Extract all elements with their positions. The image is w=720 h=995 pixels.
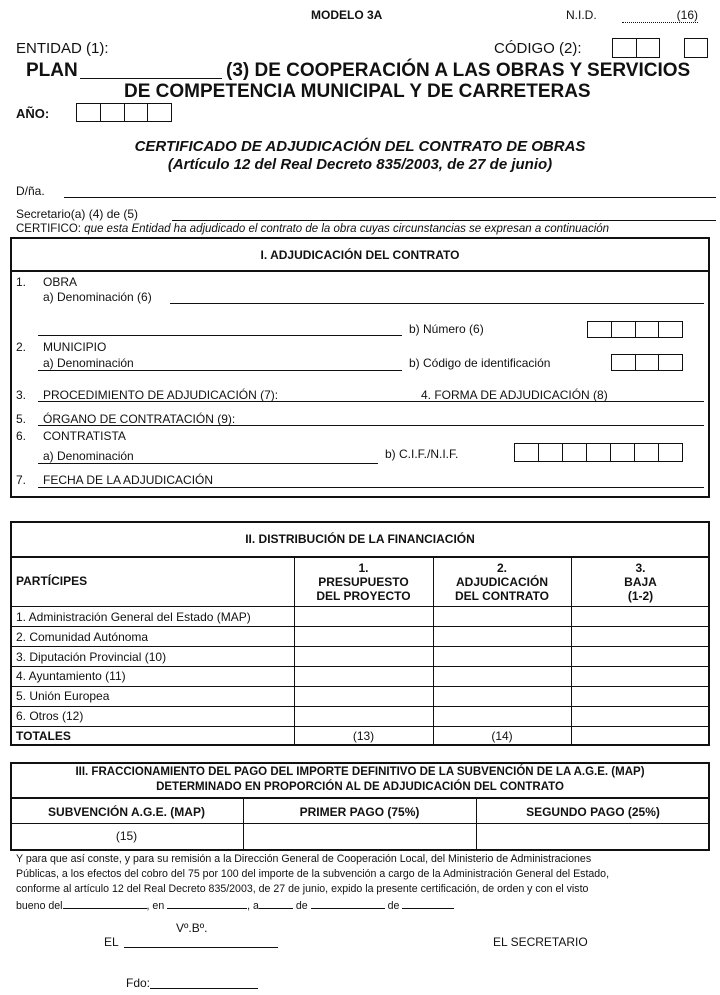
row-divider [10, 686, 710, 687]
section-1-title: I. ADJUDICACIÓN DEL CONTRATO [260, 248, 460, 262]
contratista-label: CONTRATISTA [43, 429, 126, 443]
certifico-text: que esta Entidad ha adjudicado el contrato de la obra cuyas circunstancias se expresan a continuación [84, 223, 610, 235]
municipio-label: MUNICIPIO [43, 340, 107, 354]
codigo-boxes[interactable] [612, 38, 660, 58]
dna-label: D/ña. [16, 184, 45, 198]
el-signature-field[interactable] [124, 947, 278, 948]
item-7-num: 7. [16, 473, 27, 487]
secretario-signature-label: EL SECRETARIO [493, 935, 588, 949]
col-baja-line1: BAJA [624, 575, 657, 589]
item-6-num: 6. [16, 429, 27, 443]
obra-denominacion-field[interactable] [170, 303, 704, 304]
de2-label: de [387, 900, 400, 912]
col-adjudicacion [433, 561, 571, 603]
col-presupuesto-num: 1. [358, 561, 369, 575]
year-field[interactable] [402, 897, 454, 909]
contratista-denominacion-field[interactable] [38, 463, 378, 464]
col-baja-num: 3. [635, 561, 646, 575]
col-baja [571, 561, 710, 603]
subvencion-value: (15) [115, 829, 138, 843]
organo-field[interactable] [38, 425, 704, 426]
item-5-num: 5. [16, 412, 27, 426]
obra-numero-boxes[interactable] [587, 321, 683, 338]
footer-paragraph-line2: Públicas, a los efectos del cobro del 75 por 100 del importe de la subvención a cargo de la Administración General del Estado, [16, 868, 610, 880]
table-row: 2. Comunidad Autónoma [16, 630, 149, 644]
fecha-label: FECHA DE LA ADJUDICACIÓN [43, 473, 214, 487]
el-label: EL [104, 935, 119, 949]
row-divider [10, 706, 710, 707]
footer-paragraph-line3: conforme al artículo 12 del Real Decreto 835/2003, de 27 de junio, expido la presente certificación, de orden y con el visto [16, 883, 589, 895]
en-field[interactable] [167, 897, 247, 909]
table-header-divider [10, 606, 710, 607]
anio-label: AÑO: [16, 106, 50, 121]
plan-prefix: PLAN [26, 60, 78, 81]
de1-label: de [295, 900, 308, 912]
row-divider [10, 646, 710, 647]
col-presupuesto-line2: DEL PROYECTO [316, 589, 411, 603]
plan-title-line2: DE COMPETENCIA MUNICIPAL Y DE CARRETERAS [124, 81, 591, 102]
row-divider [10, 726, 710, 727]
secretario-label: Secretario(a) (4) de (5) [16, 207, 139, 221]
codigo-identificacion-label: b) Código de identificación [409, 356, 551, 370]
item-1-num: 1. [16, 275, 27, 289]
section-3-col-divider-h [10, 823, 710, 824]
item-3-num: 3. [16, 388, 27, 402]
fecha-field[interactable] [38, 487, 704, 488]
section-3-title-line2: DETERMINADO EN PROPORCIÓN AL DE ADJUDICACIÓN DEL CONTRATO [156, 781, 564, 793]
footer-paragraph-line1: Y para que así conste, y para su remisión a la Dirección General de Cooperación Local, del Ministerio de Administraciones [16, 853, 592, 865]
municipio-denominacion-field[interactable] [38, 370, 402, 371]
col-participes: PARTÍCIPES [16, 574, 88, 588]
section-2-title: II. DISTRIBUCIÓN DE LA FINANCIACIÓN [245, 532, 475, 546]
contratista-denominacion-label: a) Denominación [43, 449, 134, 463]
col-segundo-pago: SEGUNDO PAGO (25%) [526, 805, 660, 819]
plan-field[interactable] [80, 78, 222, 79]
col-adjudicacion-line1: ADJUDICACIÓN [455, 575, 548, 589]
a-label: , a [247, 900, 259, 912]
table-row: 3. Diputación Provincial (10) [16, 650, 167, 664]
anio-boxes[interactable] [76, 103, 172, 122]
obra-denominacion-label: a) Denominación (6) [43, 290, 152, 304]
bueno-field[interactable] [63, 897, 147, 909]
cif-boxes[interactable] [514, 443, 683, 462]
visto-bueno-label: Vº.Bº. [176, 921, 208, 935]
fdo-field[interactable] [150, 988, 258, 989]
col-adjudicacion-line2: DEL CONTRATO [454, 589, 549, 603]
bueno-label: bueno del [16, 900, 63, 912]
col-adjudicacion-num: 2. [496, 561, 507, 575]
cif-label: b) C.I.F./N.I.F. [385, 447, 459, 461]
certifico-line [16, 223, 609, 235]
entidad-label: ENTIDAD (1): [16, 40, 109, 57]
section-2-header-divider [10, 556, 710, 558]
table-row: 4. Ayuntamiento (11) [16, 669, 126, 683]
footer-paragraph-line4 [16, 897, 454, 912]
municipio-denominacion-label: a) Denominación [43, 356, 134, 370]
nid-field[interactable] [622, 8, 698, 23]
col-presupuesto-line1: PRESUPUESTO [318, 575, 409, 589]
table-row: 5. Unión Europea [16, 689, 110, 703]
totales-label: TOTALES [16, 729, 71, 743]
procedimiento-label: PROCEDIMIENTO DE ADJUDICACIÓN (7): [43, 388, 279, 402]
col-primer-pago: PRIMER PAGO (75%) [299, 805, 420, 819]
nid-label: N.I.D. [566, 8, 597, 22]
modelo-label: MODELO 3A [311, 8, 383, 22]
totales-presupuesto: (13) [352, 729, 375, 743]
row-divider [10, 626, 710, 627]
obra-denominacion-field-2[interactable] [38, 335, 402, 336]
nid-ref: (16) [676, 8, 698, 22]
certifico-label: CERTIFICO: [16, 223, 81, 235]
forma-label: 4. FORMA DE ADJUDICACIÓN (8) [421, 388, 608, 402]
plan-title-line1: (3) DE COOPERACIÓN A LAS OBRAS Y SERVICIOS [226, 60, 691, 81]
col-baja-line2: (1-2) [627, 589, 654, 603]
table-row: 1. Administración General del Estado (MAP) [16, 610, 251, 624]
certificate-title: CERTIFICADO DE ADJUDICACIÓN DEL CONTRATO DE OBRAS [134, 138, 586, 155]
en-label: , en [146, 900, 165, 912]
obra-numero-label: b) Número (6) [409, 322, 484, 336]
month-field[interactable] [311, 897, 385, 909]
table-row: 6. Otros (12) [16, 709, 84, 723]
day-field[interactable] [259, 897, 293, 909]
col-presupuesto [294, 561, 433, 603]
codigo-label: CÓDIGO (2): [494, 40, 582, 57]
section-3-title-line1: III. FRACCIONAMIENTO DEL PAGO DEL IMPORTE DEFINITIVO DE LA SUBVENCIÓN DE LA A.G.E. (MAP) [75, 766, 645, 778]
certificate-subtitle: (Artículo 12 del Real Decreto 835/2003, de 27 de junio) [167, 156, 553, 173]
secretario-field[interactable] [172, 220, 716, 221]
item-2-num: 2. [16, 340, 27, 354]
codigo-box-extra[interactable] [684, 38, 708, 58]
obra-label: OBRA [43, 275, 78, 289]
totales-adjudicacion: (14) [491, 729, 513, 743]
section-3-header-divider [10, 797, 710, 799]
codigo-identificacion-boxes[interactable] [611, 354, 683, 371]
organo-label: ÓRGANO DE CONTRATACIÓN (9): [43, 412, 236, 426]
col-subvencion: SUBVENCIÓN A.G.E. (MAP) [48, 805, 205, 819]
fdo-label: Fdo: [126, 976, 151, 990]
dna-field[interactable] [64, 197, 716, 198]
row-divider [10, 666, 710, 667]
